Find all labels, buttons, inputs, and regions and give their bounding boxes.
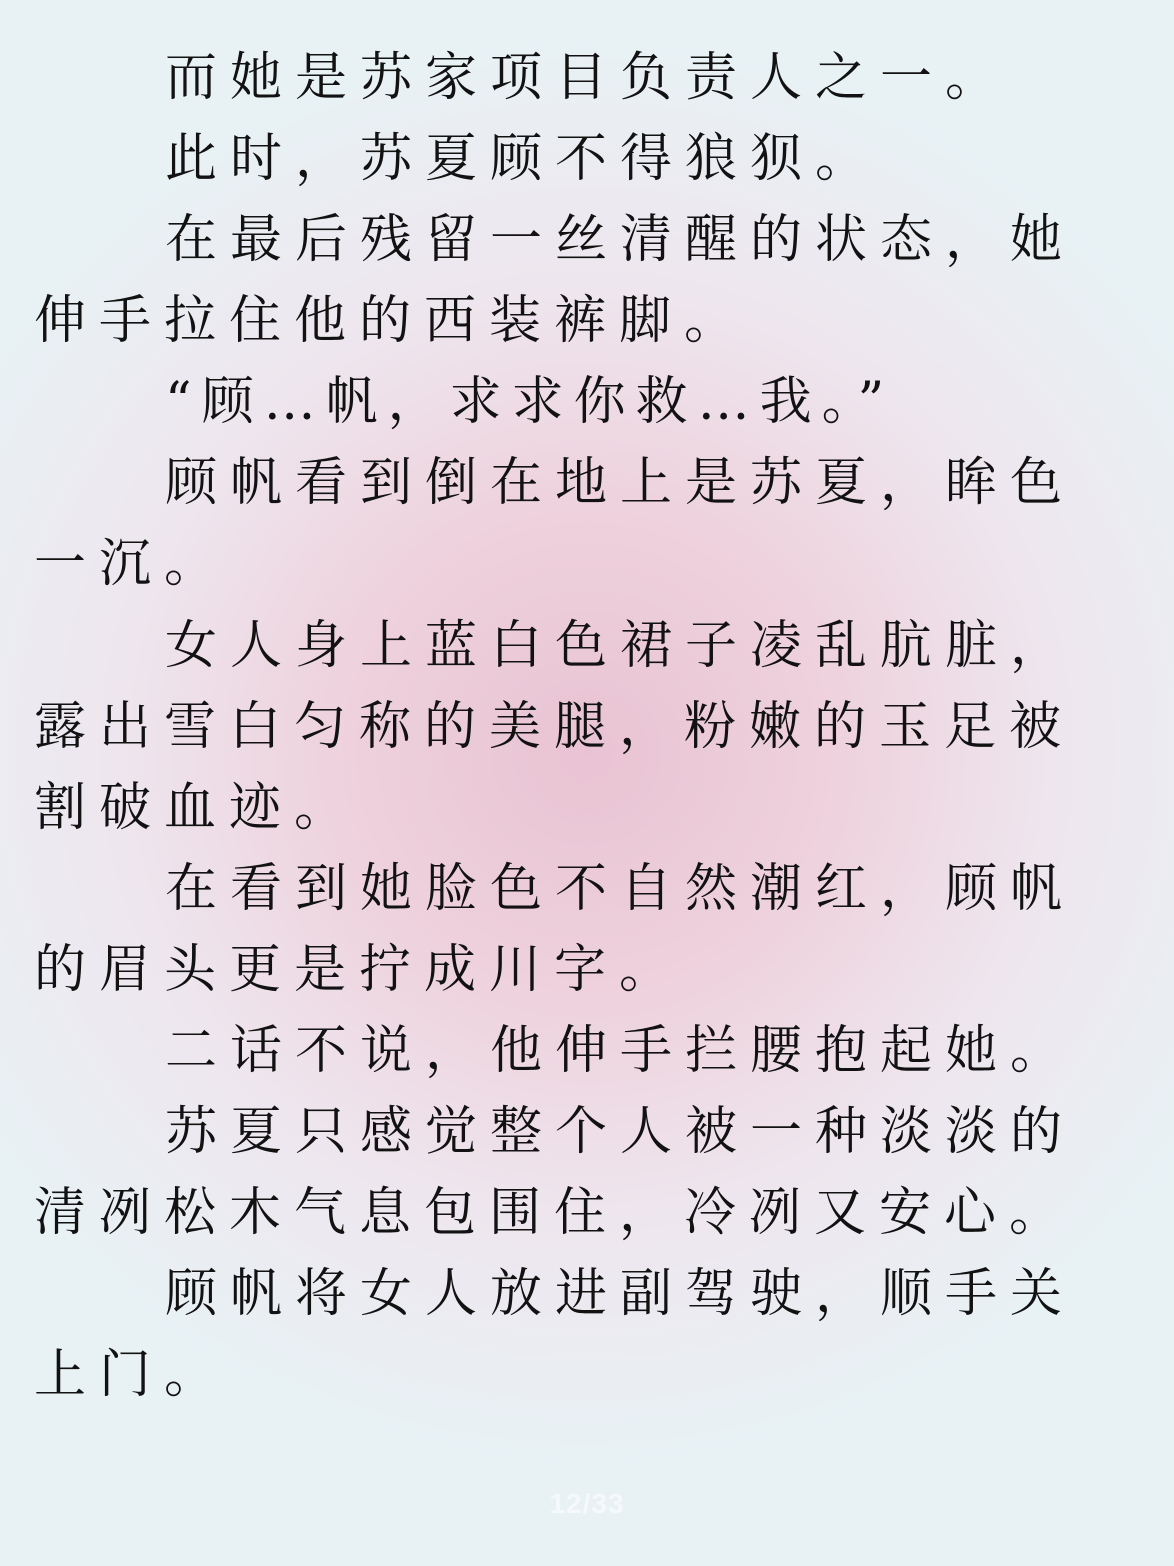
text-line: 伸手拉住他的西装裤脚。 xyxy=(34,291,750,351)
dialogue-line: “顾…帆，求求你救…我。” xyxy=(165,372,895,432)
text-line: 上门。 xyxy=(34,1345,230,1405)
text-line: 二话不说，他伸手拦腰抱起她。 xyxy=(165,1021,1076,1081)
text-line: 的眉头更是拧成川字。 xyxy=(34,940,685,1000)
text-line: 在看到她脸色不自然潮红，顾帆 xyxy=(165,859,1076,919)
page-indicator: 12/33 xyxy=(549,1488,625,1519)
text-line: 在最后残留一丝清醒的状态，她 xyxy=(165,210,1076,270)
text-line: 顾帆将女人放进副驾驶，顺手关 xyxy=(165,1264,1076,1324)
text-line: 此时，苏夏顾不得狼狈。 xyxy=(165,129,881,189)
text-line: 苏夏只感觉整个人被一种淡淡的 xyxy=(165,1102,1076,1162)
text-line: 而她是苏家项目负责人之一。 xyxy=(165,48,1011,108)
text-line: 割破血迹。 xyxy=(34,778,360,838)
text-line: 露出雪白匀称的美腿，粉嫩的玉足被 xyxy=(34,697,1075,757)
text-line: 顾帆看到倒在地上是苏夏，眸色 xyxy=(165,453,1076,513)
text-line: 清冽松木气息包围住，冷冽又安心。 xyxy=(34,1183,1075,1243)
text-line: 一沉。 xyxy=(34,534,230,594)
text-line: 女人身上蓝白色裙子凌乱肮脏， xyxy=(165,616,1076,676)
